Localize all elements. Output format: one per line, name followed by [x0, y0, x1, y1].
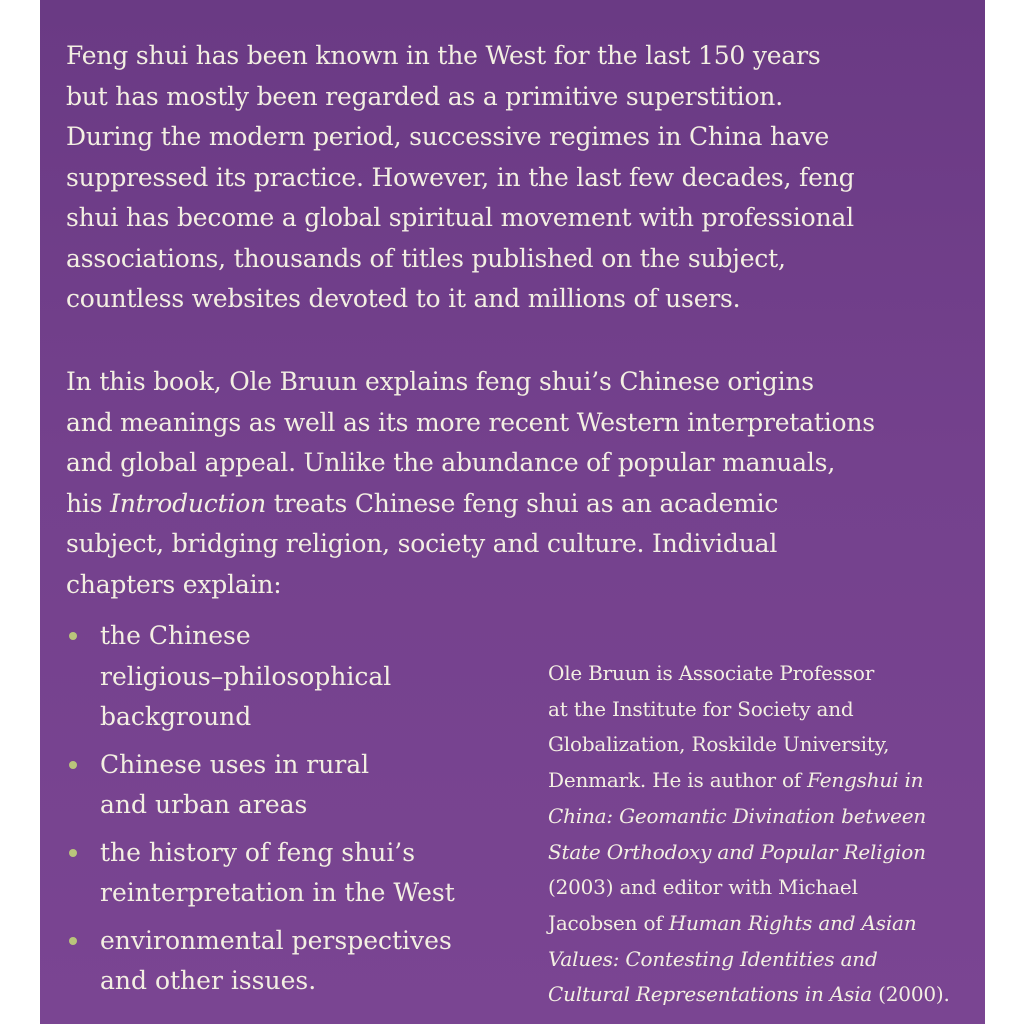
text-line: associations, thousands of titles published on the subject, — [66, 243, 786, 273]
text-line — [66, 484, 875, 525]
text-fragment: treats Chinese feng shui as an academic — [266, 488, 779, 518]
text-line: During the modern period, successive regimes in China have — [66, 122, 830, 151]
text-line: reinterpretation in the West — [100, 878, 455, 907]
text-fragment: Jacobsen of — [548, 910, 669, 935]
text-line: and meanings as well as its more recent Western interpretations — [66, 407, 875, 437]
text-line: the Chinese — [100, 621, 251, 650]
text-line: Chinese uses in rural — [100, 749, 370, 779]
text-line: the history of feng shui’s — [100, 837, 416, 867]
list-item — [66, 745, 455, 826]
back-cover — [40, 0, 985, 1024]
text-fragment: Denmark. He is author of — [548, 768, 808, 793]
intro-paragraph — [66, 36, 854, 320]
list-item — [66, 616, 455, 738]
text-line: Feng shui has been known in the West for the last 150 years — [66, 41, 821, 70]
list-item — [66, 833, 455, 914]
text-fragment: his — [66, 488, 111, 518]
text-line: subject, bridging religion, society and culture. Individual — [66, 529, 778, 558]
text-line: environmental perspectives — [100, 925, 452, 955]
book-title-italic: State Orthodoxy and Popular Religion — [548, 839, 926, 864]
text-line — [548, 942, 950, 978]
text-fragment: (2000). — [872, 982, 950, 1007]
text-line: shui has become a global spiritual movement with professional — [66, 203, 854, 232]
book-title-italic: Human Rights and Asian — [668, 910, 917, 935]
bullet-dot-icon — [69, 761, 77, 769]
text-line: In this book, Ole Bruun explains feng shui’s Chinese origins — [66, 367, 814, 396]
text-line: background — [100, 702, 252, 731]
bullet-dot-icon — [69, 937, 77, 945]
book-title-italic: Values: Contesting Identities and — [548, 946, 878, 971]
bullet-dot-icon — [69, 632, 77, 640]
text-line: Ole Bruun is Associate Professor — [548, 661, 875, 685]
bullet-dot-icon — [69, 849, 77, 857]
text-line: countless websites devoted to it and millions of users. — [66, 284, 741, 313]
text-line — [548, 799, 950, 835]
text-line — [548, 906, 950, 942]
text-line: but has mostly been regarded as a primitive superstition. — [66, 81, 783, 111]
text-line: Globalization, Roskilde University, — [548, 732, 890, 757]
text-line: at the Institute for Society and — [548, 696, 854, 721]
text-line: and urban areas — [100, 790, 308, 819]
book-title-italic: China: Geomantic Divination between — [548, 803, 927, 828]
text-line: and other issues. — [100, 966, 317, 995]
book-description-paragraph — [66, 362, 875, 605]
author-bio — [548, 656, 950, 1013]
book-title-italic: Introduction — [110, 488, 267, 518]
text-line: (2003) and editor with Michael — [548, 875, 858, 900]
text-line: and global appeal. Unlike the abundance of popular manuals, — [66, 448, 836, 477]
text-line — [548, 763, 950, 799]
text-line: chapters explain: — [66, 569, 282, 599]
text-line — [548, 835, 950, 871]
text-line: religious–philosophical — [100, 661, 392, 691]
list-item — [66, 921, 455, 1002]
book-title-italic: Cultural Representations in Asia — [548, 982, 873, 1007]
text-line: suppressed its practice. However, in the last few decades, feng — [66, 162, 855, 192]
text-line — [548, 977, 950, 1013]
book-title-italic: Fengshui in — [807, 768, 924, 793]
chapter-list — [66, 616, 455, 1009]
